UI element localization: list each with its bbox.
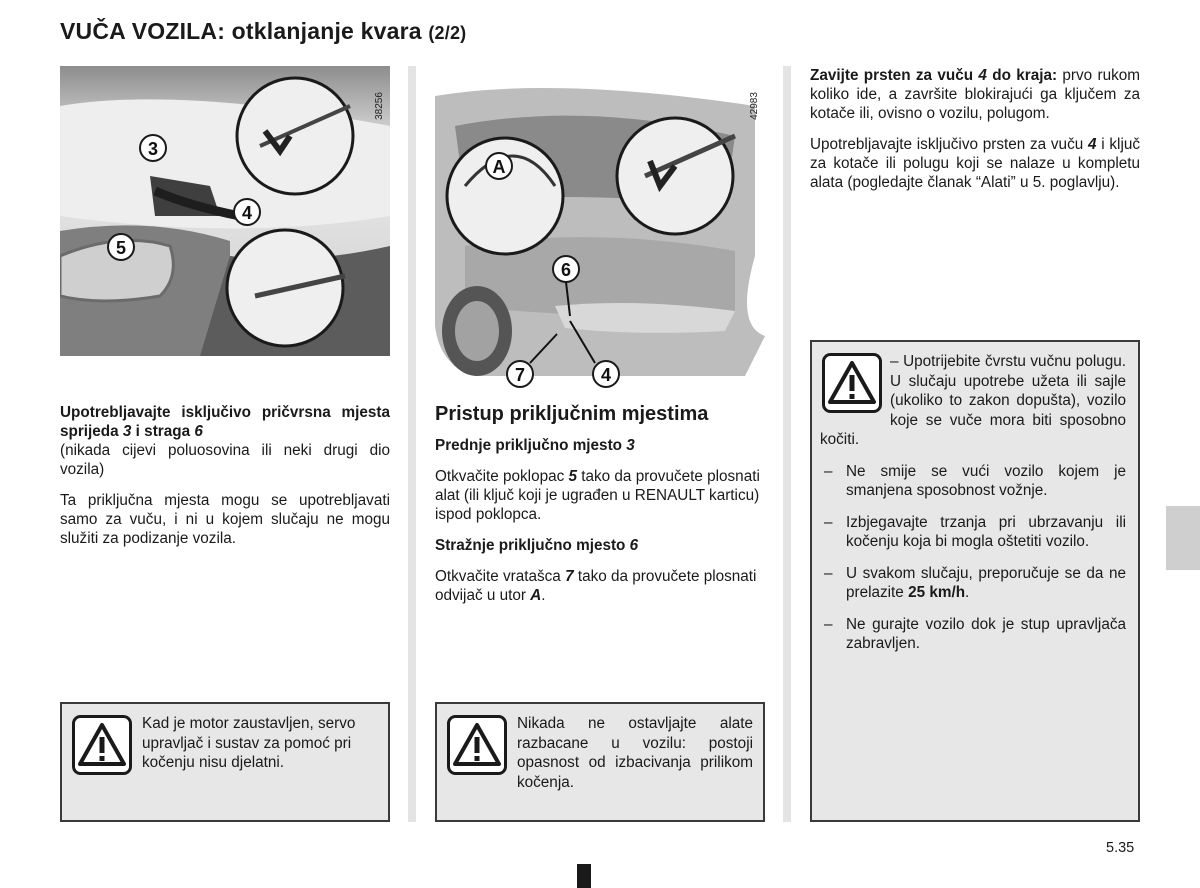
dash-bullet: – bbox=[824, 462, 833, 480]
list-item-text: Ne gurajte vozilo dok je stup upravljača zabravljen. bbox=[846, 615, 1126, 652]
rear-point-heading bbox=[435, 536, 765, 555]
warning-box-towing bbox=[810, 340, 1140, 822]
list-item bbox=[820, 615, 1126, 654]
usage-paragraph: Ta priključna mjesta mogu se upotrebljavati samo za vuču, i ni u kojem slučaju ne mogu služiti za podizanje vozila. bbox=[60, 492, 390, 547]
text-number: A bbox=[530, 587, 542, 604]
callout-3: 3 bbox=[147, 139, 159, 159]
tow-points-paragraph bbox=[60, 403, 390, 479]
speed-limit: 25 km/h bbox=[908, 584, 966, 601]
text-segment: Zavijte prsten za vuču bbox=[810, 67, 979, 84]
dash-bullet: – bbox=[824, 513, 833, 531]
text-segment: Prednje priključno mjesto bbox=[435, 437, 627, 454]
text-segment: i ključ za kotače ili polugu koji se nalaze u kompletu alata (pogledajte članak “Alati” u 5. poglavlju). bbox=[810, 136, 1140, 191]
text-number: 5 bbox=[568, 468, 578, 485]
callout-4-rear: 4 bbox=[600, 365, 612, 385]
dash-bullet: – bbox=[824, 615, 833, 633]
binding-mark bbox=[577, 864, 591, 888]
text-segment: Stražnje priključno mjesto bbox=[435, 537, 630, 554]
callout-5: 5 bbox=[115, 238, 127, 258]
tool-kit-paragraph bbox=[810, 135, 1140, 192]
left-column-text bbox=[60, 403, 390, 560]
text-segment: Upotrebljavajte isključivo pričvrsna mjesta sprijeda bbox=[60, 404, 390, 440]
text-number: 6 bbox=[194, 423, 203, 440]
dash-bullet: – bbox=[824, 564, 833, 582]
text-segment: Upotrebljavajte isključivo prsten za vuču bbox=[810, 136, 1088, 153]
text-segment: tako da provučete plosnati alat (ili ključ koji je ugrađen u RENAULT karticu) ispod poklopca. bbox=[435, 468, 760, 523]
middle-column-text bbox=[435, 402, 765, 617]
screw-ring-paragraph bbox=[810, 66, 1140, 123]
callout-4: 4 bbox=[241, 203, 253, 223]
list-item-text: . bbox=[965, 584, 970, 601]
figure-code: 38256 bbox=[374, 92, 385, 120]
text-number: 3 bbox=[122, 423, 132, 440]
text-segment: (nikada cijevi poluosovina ili neki drugi dio vozila) bbox=[60, 442, 390, 478]
warning-intro: – Upotrijebite čvrstu vučnu polugu. U slučaju upotrebe užeta ili sajle (ukoliko to zakon dopušta), vozilo koje se vuče mora biti sposobno kočiti. bbox=[820, 353, 1126, 448]
front-point-heading bbox=[435, 436, 765, 455]
list-item bbox=[820, 513, 1126, 552]
text-number: 4 bbox=[978, 67, 987, 84]
list-item-text: Ne smije se vući vozilo kojem je smanjena sposobnost vožnje. bbox=[846, 462, 1126, 499]
text-segment: . bbox=[541, 587, 546, 604]
column-divider-2 bbox=[783, 66, 791, 822]
text-segment: i straga bbox=[131, 423, 195, 440]
icon-spacer bbox=[820, 352, 890, 420]
text-segment: Otkvačite poklopac bbox=[435, 468, 569, 485]
right-column-text bbox=[810, 66, 1140, 204]
warning-text: Kad je motor zaustavljen, servo upravljač i sustav za pomoć pri kočenju nisu djelatni. bbox=[142, 715, 356, 771]
text-number: 3 bbox=[626, 437, 635, 454]
rear-point-paragraph bbox=[435, 567, 765, 605]
text-segment: prvo rukom koliko ide, a završite blokirajući ga ključem za kotače ili, ovisno o vozilu, polugom. bbox=[810, 67, 1140, 122]
text-number: 4 bbox=[1087, 136, 1097, 153]
column-divider-1 bbox=[408, 66, 416, 822]
rear-tow-point-illustration bbox=[435, 66, 765, 390]
list-item bbox=[820, 462, 1126, 501]
page-title-part: (2/2) bbox=[428, 23, 467, 43]
page-title bbox=[60, 18, 466, 45]
text-segment: do kraja: bbox=[986, 67, 1058, 84]
list-item-text: Izbjegavajte trzanja pri ubrzavanju ili kočenju koja bi mogla oštetiti vozilo. bbox=[846, 513, 1126, 550]
callout-7: 7 bbox=[514, 365, 526, 385]
warning-box-tools bbox=[435, 702, 765, 822]
warning-box-engine bbox=[60, 702, 390, 822]
text-number: 7 bbox=[565, 568, 574, 585]
front-point-paragraph bbox=[435, 467, 765, 524]
list-item-text: U svakom slučaju, preporučuje se da ne prelazite bbox=[846, 564, 1126, 601]
warning-list bbox=[820, 462, 1126, 654]
list-item bbox=[820, 564, 1126, 603]
warning-content bbox=[820, 352, 1126, 666]
text-number: 6 bbox=[629, 537, 639, 554]
front-tow-point-illustration bbox=[60, 66, 390, 356]
warning-icon bbox=[447, 715, 507, 775]
callout-a: A bbox=[492, 157, 506, 177]
section-heading: Pristup priključnim mjestima bbox=[435, 403, 709, 425]
warning-icon bbox=[72, 715, 132, 775]
callout-6: 6 bbox=[560, 260, 572, 280]
page-number: 5.35 bbox=[1106, 840, 1135, 856]
text-segment: Otkvačite vratašca bbox=[435, 568, 566, 585]
figure-code: 42983 bbox=[749, 92, 760, 120]
warning-text: Nikada ne ostavljajte alate razbacane u vozilu: postoji opasnost od izbacivanja prilikom kočenja. bbox=[517, 715, 753, 791]
text-segment: tako da provučete plosnati odvijač u utor bbox=[435, 568, 757, 604]
chapter-tab bbox=[1166, 506, 1200, 570]
page-title-main: VUČA VOZILA: otklanjanje kvara bbox=[60, 18, 422, 44]
